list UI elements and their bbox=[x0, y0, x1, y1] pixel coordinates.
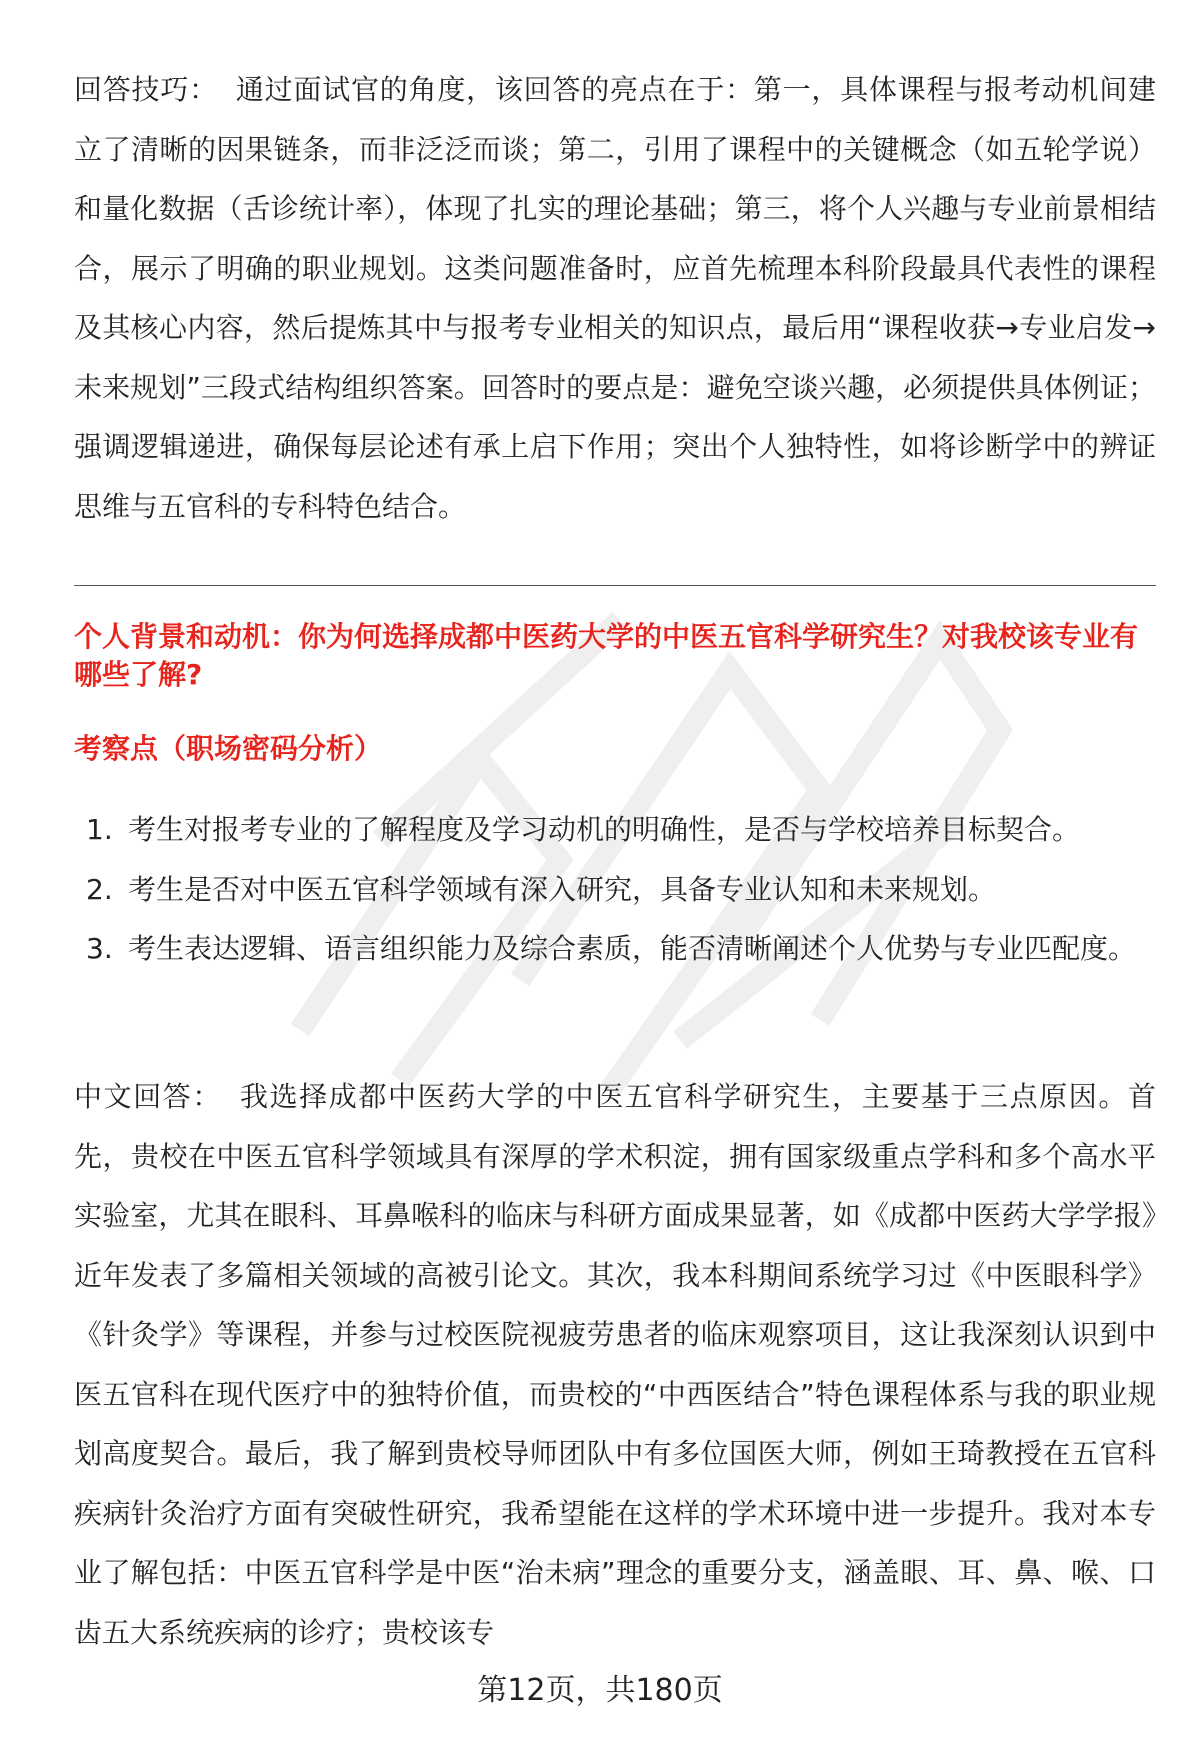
list-item-text: 考生表达逻辑、语言组织能力及综合素质，能否清晰阐述个人优势与专业匹配度。 bbox=[128, 932, 1137, 965]
focus-points-list bbox=[74, 800, 1156, 979]
list-item-number: 3. bbox=[86, 932, 113, 965]
focus-heading: 考察点（职场密码分析） bbox=[74, 732, 383, 765]
list-item-number: 2. bbox=[86, 872, 113, 906]
list-item-text: 考生对报考专业的了解程度及学习动机的明确性，是否与学校培养目标契合。 bbox=[128, 813, 1081, 846]
list-item bbox=[74, 919, 1156, 979]
tips-text: 通过面试官的角度，该回答的亮点在于：第一，具体课程与报考动机间建立了清晰的因果链条，而非泛泛而谈；第二，引用了课程中的关键概念（如五轮学说）和量化数据（舌诊统计率），体现了扎实的理论基础；第三，将个人兴趣与专业前景相结合，展示了明确的职业规划。这类问题准备时，应首先梳理本科阶段最具代表性的课程及其核心内容，然后提炼其中与报考专业相关的知识点，最后用“课程收获→专业启发→未来规划”三段式结构组织答案。回答时的要点是：避免空谈兴趣，必须提供具体例证；强调逻辑递进，确保每层论述有承上启下作用；突出个人独特性，如将诊断学中的辨证思维与五官科的专科特色结合。 bbox=[74, 73, 1156, 523]
tips-paragraph bbox=[74, 60, 1156, 536]
answer-paragraph bbox=[74, 1067, 1156, 1662]
answer-text: 我选择成都中医药大学的中医五官科学研究生，主要基于三点原因。首先，贵校在中医五官科学领域具有深厚的学术积淀，拥有国家级重点学科和多个高水平实验室，尤其在眼科、耳鼻喉科的临床与科研方面成果显著，如《成都中医药大学学报》近年发表了多篇相关领域的高被引论文。其次，我本科期间系统学习过《中医眼科学》《针灸学》等课程，并参与过校医院视疲劳患者的临床观察项目，这让我深刻认识到中医五官科在现代医疗中的独特价值，而贵校的“中西医结合”特色课程体系与我的职业规划高度契合。最后，我了解到贵校导师团队中有多位国医大师，例如王琦教授在五官科疾病针灸治疗方面有突破性研究，我希望能在这样的学术环境中进一步提升。我对本专业了解包括：中医五官科学是中医“治未病”理念的重要分支，涵盖眼、耳、鼻、喉、口齿五大系统疾病的诊疗；贵校该专 bbox=[74, 1080, 1156, 1649]
list-item-text: 考生是否对中医五官科学领域有深入研究，具备专业认知和未来规划。 bbox=[128, 872, 997, 906]
section-divider bbox=[74, 585, 1156, 586]
tips-section bbox=[74, 60, 1156, 536]
answer-section bbox=[74, 1067, 1156, 1662]
answer-label: 中文回答： bbox=[74, 1080, 222, 1113]
tips-label: 回答技巧： bbox=[74, 73, 218, 106]
page-number: 第12页，共180页 bbox=[477, 1673, 723, 1708]
list-item bbox=[74, 800, 1156, 860]
list-item bbox=[74, 860, 1156, 920]
question-heading: 个人背景和动机：你为何选择成都中医药大学的中医五官科学研究生？对我校该专业有哪些了解? bbox=[74, 620, 1139, 691]
list-item-number: 1. bbox=[86, 813, 113, 846]
